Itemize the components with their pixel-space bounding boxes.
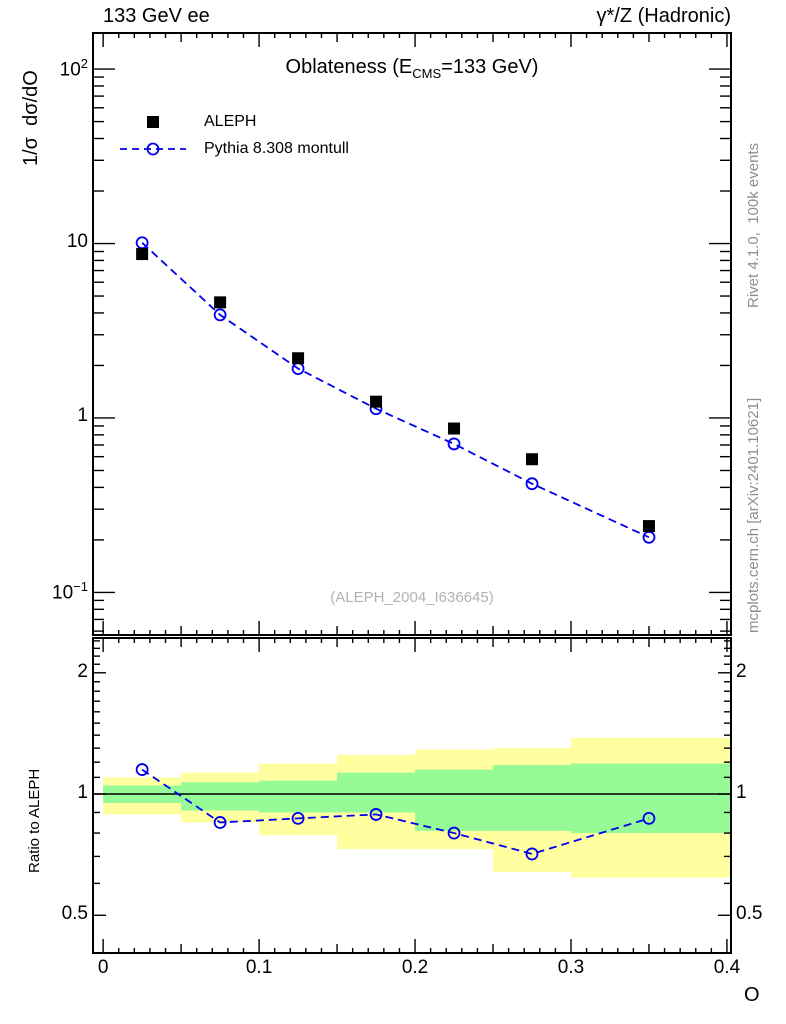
main-y-axis-title: 1/σ dσ/dO [20, 70, 42, 166]
aleph-marker-main [214, 296, 226, 308]
x-tick-label: 0.2 [401, 957, 429, 978]
main-y-tick-label: $10^2$ [59, 56, 88, 81]
ratio-y-tick-label-right: 0.5 [736, 903, 763, 925]
plot-title [93, 56, 731, 81]
aleph-marker-main [448, 423, 460, 435]
header-process-label: γ*/Z (Hadronic) [596, 5, 731, 27]
legend-item-aleph [118, 108, 349, 135]
main-y-tick-label: 10 [66, 230, 88, 252]
mcplots-arxiv-note: mcplots.cern.ch [arXiv:2401.10621] [745, 397, 762, 633]
x-tick-label: 0.3 [557, 957, 585, 978]
plot-title-subscript: CMS [412, 66, 442, 81]
rivet-version-note: Rivet 4.1.0, 100k events [745, 142, 762, 308]
legend-label-aleph: ALEPH [204, 112, 257, 130]
ratio-y-tick-label-left: 1 [77, 782, 88, 804]
pythia-marker-main [449, 438, 460, 449]
x-axis-title: O [744, 984, 760, 1006]
analysis-id-watermark: (ALEPH_2004_I636645) [330, 589, 494, 606]
ratio-y-tick-label-left: 2 [77, 660, 88, 682]
aleph-marker-main [526, 453, 538, 465]
header-beam-label: 133 GeV ee [103, 5, 210, 27]
main-y-tick-label: $10^{-1}$ [52, 579, 88, 604]
aleph-marker-main [370, 396, 382, 408]
legend [118, 108, 349, 162]
ratio-y-tick-label-right: 1 [736, 782, 747, 804]
plot-title-prefix: Oblateness (E [285, 56, 413, 78]
aleph-marker-main [136, 248, 148, 260]
legend-label-pythia: Pythia 8.308 montull [204, 139, 349, 157]
ratio-y-tick-label-right: 2 [736, 660, 747, 682]
aleph-marker-main [643, 520, 655, 532]
open-circle-dashed-marker-icon [118, 141, 188, 157]
x-tick-label: 0.1 [245, 957, 273, 978]
ratio-y-axis-title: Ratio to ALEPH [26, 768, 43, 873]
x-tick-label: 0 [97, 957, 109, 978]
ratio-y-tick-label-left: 0.5 [61, 903, 88, 925]
pythia-line-main [142, 243, 649, 538]
legend-item-pythia [118, 135, 349, 162]
x-tick-label: 0.4 [713, 957, 741, 978]
aleph-marker-main [292, 352, 304, 364]
filled-square-marker-icon [118, 114, 188, 130]
plot-title-suffix: =133 GeV) [441, 56, 539, 78]
main-y-tick-label: 1 [77, 404, 88, 426]
